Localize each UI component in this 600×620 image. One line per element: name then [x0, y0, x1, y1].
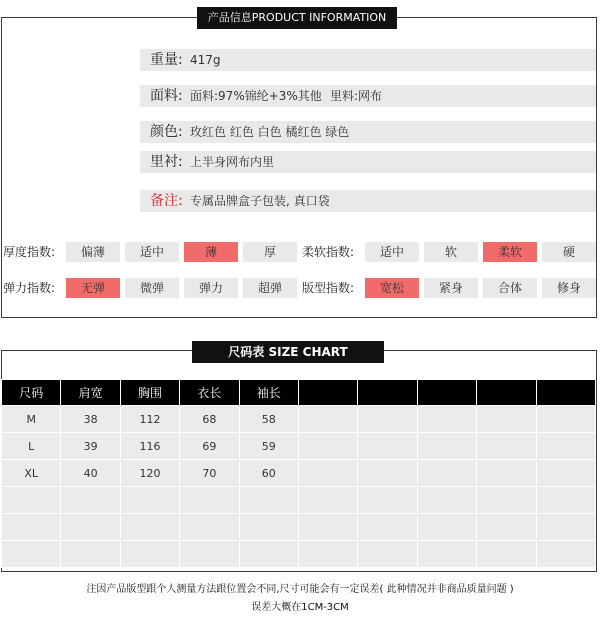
table-cell: [61, 514, 120, 541]
fit-option-2: 合体: [483, 278, 537, 298]
table-cell: 116: [120, 433, 179, 460]
color-value: 玫红色 红色 白色 橘红色 绿色: [190, 125, 350, 139]
info-row-remark: [140, 190, 596, 212]
table-cell: [417, 514, 476, 541]
table-cell: [2, 514, 61, 541]
table-cell: [477, 514, 536, 541]
header-chest: 胸围: [120, 380, 179, 406]
fit-option-3: 修身: [542, 278, 596, 298]
lining-label: 里衬:: [150, 154, 183, 170]
table-cell: [358, 514, 417, 541]
elasticity-option-0-selected: 无弹: [66, 278, 120, 298]
table-cell: [477, 460, 536, 487]
header-empty: [536, 380, 595, 406]
table-row: [2, 514, 596, 541]
table-cell: 40: [61, 460, 120, 487]
table-cell: [180, 487, 239, 514]
elasticity-option-2: 弹力: [184, 278, 238, 298]
table-cell: [180, 514, 239, 541]
table-cell: [61, 541, 120, 568]
table-row: [2, 541, 596, 568]
softness-option-3: 硬: [542, 242, 596, 262]
fit-option-0-selected: 宽松: [365, 278, 419, 298]
table-cell: [239, 514, 298, 541]
table-cell: [120, 541, 179, 568]
elasticity-option-1: 微弹: [125, 278, 179, 298]
table-cell: 69: [180, 433, 239, 460]
table-cell: M: [2, 406, 61, 433]
thickness-option-2-selected: 薄: [184, 242, 238, 262]
remark-value: 专属品牌盒子包装, 真口袋: [190, 194, 330, 208]
table-cell: 59: [239, 433, 298, 460]
table-cell: [536, 460, 595, 487]
info-row-lining: [140, 151, 596, 173]
header-empty: [298, 380, 357, 406]
softness-option-0: 适中: [365, 242, 419, 262]
weight-label: 重量:: [150, 52, 183, 68]
size-table-header: [2, 380, 596, 406]
header-size: 尺码: [2, 380, 61, 406]
table-cell: [298, 460, 357, 487]
table-cell: [298, 433, 357, 460]
table-cell: [239, 541, 298, 568]
info-row-color: [140, 121, 596, 143]
table-cell: [536, 541, 595, 568]
thickness-option-1: 适中: [125, 242, 179, 262]
table-cell: [536, 487, 595, 514]
size-chart-banner: 尺码表 SIZE CHART: [192, 341, 384, 363]
softness-label: 柔软指数:: [302, 245, 355, 259]
table-cell: [358, 487, 417, 514]
table-cell: [358, 541, 417, 568]
softness-option-1: 软: [424, 242, 478, 262]
table-cell: [61, 487, 120, 514]
table-cell: 68: [180, 406, 239, 433]
elasticity-option-3: 超弹: [243, 278, 297, 298]
table-cell: [358, 406, 417, 433]
table-cell: [536, 406, 595, 433]
table-cell: [298, 541, 357, 568]
color-label: 颜色:: [150, 124, 183, 140]
fit-label: 版型指数:: [302, 281, 355, 295]
table-cell: [358, 460, 417, 487]
table-cell: 38: [61, 406, 120, 433]
remark-label: 备注:: [150, 193, 183, 209]
table-row: [2, 433, 596, 460]
table-cell: [477, 406, 536, 433]
info-row-weight: [140, 49, 596, 71]
table-cell: 120: [120, 460, 179, 487]
table-cell: [180, 541, 239, 568]
table-cell: [298, 406, 357, 433]
thickness-option-3: 厚: [243, 242, 297, 262]
table-cell: [477, 487, 536, 514]
header-empty: [477, 380, 536, 406]
table-cell: [417, 541, 476, 568]
table-cell: [417, 460, 476, 487]
footer-note: 注因产品版型跟个人测量方法跟位置会不同,尺寸可能会有一定误差( 此种情况并非商品质量问题 ): [86, 584, 514, 595]
table-row: [2, 460, 596, 487]
table-cell: 70: [180, 460, 239, 487]
table-cell: [477, 433, 536, 460]
header-empty: [358, 380, 417, 406]
product-info-banner: 产品信息PRODUCT INFORMATION: [197, 7, 397, 29]
table-cell: [536, 514, 595, 541]
table-cell: 58: [239, 406, 298, 433]
fabric-value: 面料:97%锦纶+3%其他: [190, 89, 322, 103]
table-cell: [417, 433, 476, 460]
header-sleeve: 袖长: [239, 380, 298, 406]
table-cell: [2, 487, 61, 514]
table-cell: [358, 433, 417, 460]
table-cell: [298, 514, 357, 541]
softness-option-2-selected: 柔软: [483, 242, 537, 262]
table-cell: 112: [120, 406, 179, 433]
table-cell: 60: [239, 460, 298, 487]
lining-value: 上半身网布内里: [190, 155, 275, 169]
header-shoulder: 肩宽: [61, 380, 120, 406]
table-cell: [536, 433, 595, 460]
info-row-fabric: [140, 85, 596, 107]
table-cell: [477, 541, 536, 568]
table-row: [2, 406, 596, 433]
thickness-label: 厚度指数:: [3, 245, 56, 259]
lining-fabric-value: 里料:网布: [330, 89, 383, 103]
table-cell: [120, 514, 179, 541]
fit-option-1: 紧身: [424, 278, 478, 298]
header-empty: [417, 380, 476, 406]
table-cell: [417, 487, 476, 514]
table-cell: [239, 487, 298, 514]
table-cell: [120, 487, 179, 514]
elasticity-label: 弹力指数:: [3, 281, 56, 295]
weight-value: 417g: [190, 53, 221, 67]
table-cell: 39: [61, 433, 120, 460]
table-cell: L: [2, 433, 61, 460]
table-cell: [298, 487, 357, 514]
table-cell: XL: [2, 460, 61, 487]
table-row: [2, 487, 596, 514]
footer-tolerance: 误差大概在1CM-3CM: [251, 602, 349, 613]
thickness-option-0: 偏薄: [66, 242, 120, 262]
header-length: 衣长: [180, 380, 239, 406]
size-table: [1, 379, 596, 568]
table-cell: [2, 541, 61, 568]
fabric-label: 面料:: [150, 88, 183, 104]
table-cell: [417, 406, 476, 433]
